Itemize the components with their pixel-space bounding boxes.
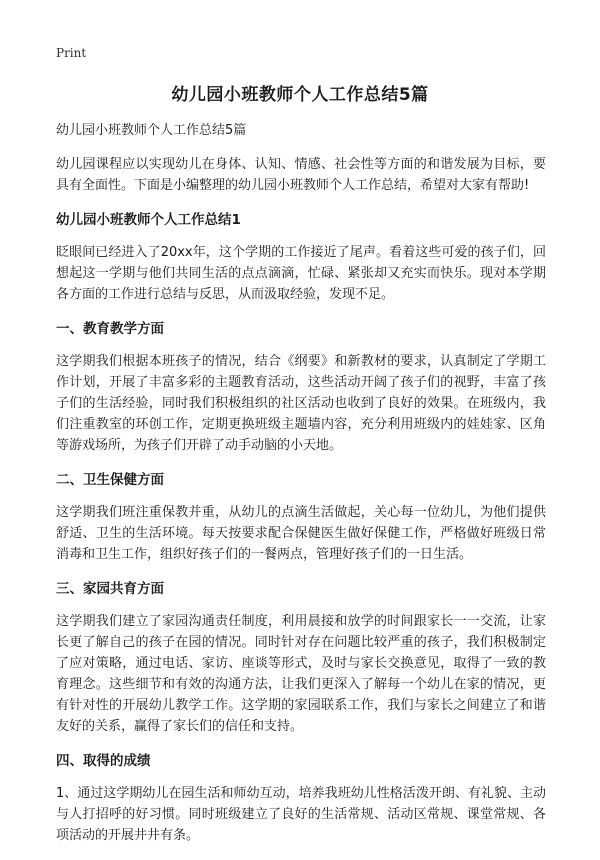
page-title: 幼儿园小班教师个人工作总结5篇 <box>171 85 429 105</box>
heading-achievements: 四、取得的成绩 <box>56 753 151 769</box>
paragraph-family: 这学期我们建立了家园沟通责任制度，利用晨接和放学的时间跟家长一一交流，让家长更了解自己的孩子在园的情况。同时针对存在问题比较严重的孩子，我们积极制定了应对策略，通过电话、家访、座谈等形式，及时与家长交换意见，取得了一致的教育理念。这些细节和有效的沟通方法，让我们更深入了解每一个幼儿在家的情况，更有针对性的开展幼儿教学工作。这学期的家园联系工作，我们与家长之间建立了和谐友好的关系，赢得了家长们的信任和支持。 <box>56 614 546 734</box>
heading-health: 二、卫生保健方面 <box>56 472 164 488</box>
article-subtitle: 幼儿园小班教师个人工作总结5篇 <box>56 123 247 138</box>
paragraph-health: 这学期我们班注重保教并重，从幼儿的点滴生活做起，关心每一位幼儿，为他们提供舒适、卫生的生活环境。每天按要求配合保健医生做好保健工作，严格做好班级日常消毒和卫生工作，组织好孩子们的一餐两点，管理好孩子们的一日生活。 <box>56 505 546 562</box>
paragraph-achievements: 1、通过这学期幼儿在园生活和师幼互动，培养我班幼儿性格活泼开朗、有礼貌、主动与人打招呼的好习惯。同时班级建立了良好的生活常规、活动区常规、课堂常规、各项活动的开展井井有条。 <box>56 786 546 843</box>
article-body <box>56 120 546 860</box>
heading-teaching: 一、教育教学方面 <box>56 321 164 337</box>
section-heading: 幼儿园小班教师个人工作总结1 <box>56 212 241 228</box>
paragraph-teaching: 这学期我们根据本班孩子的情况，结合《纲要》和新教材的要求，认真制定了学期工作计划，开展了丰富多彩的主题教育活动，这些活动开阔了孩子们的视野，丰富了孩子们的生活经验，同时我们积极组织的社区活动也收到了良好的效果。在班级内，我们注重教室的环创工作，定期更换班级主题墙内容，充分利用班级内的娃娃家、区角等游戏场所，为孩子们开辟了动手动脑的小天地。 <box>56 354 546 453</box>
heading-family: 三、家园共育方面 <box>56 581 164 597</box>
intro-paragraph: 幼儿园课程应以实现幼儿在身体、认知、情感、社会性等方面的和谐发展为目标，要具有全面性。下面是小编整理的幼儿园小班教师个人工作总结，希望对大家有帮助! <box>56 157 546 193</box>
print-link[interactable]: Print <box>56 46 87 60</box>
opening-paragraph: 眨眼间已经进入了20xx年，这个学期的工作接近了尾声。看着这些可爱的孩子们，回想起这一学期与他们共同生活的点点滴滴，忙碌、紧张却又充实而快乐。现对本学期各方面的工作进行总结与反思，从而汲取经验，发现不足。 <box>56 245 546 302</box>
